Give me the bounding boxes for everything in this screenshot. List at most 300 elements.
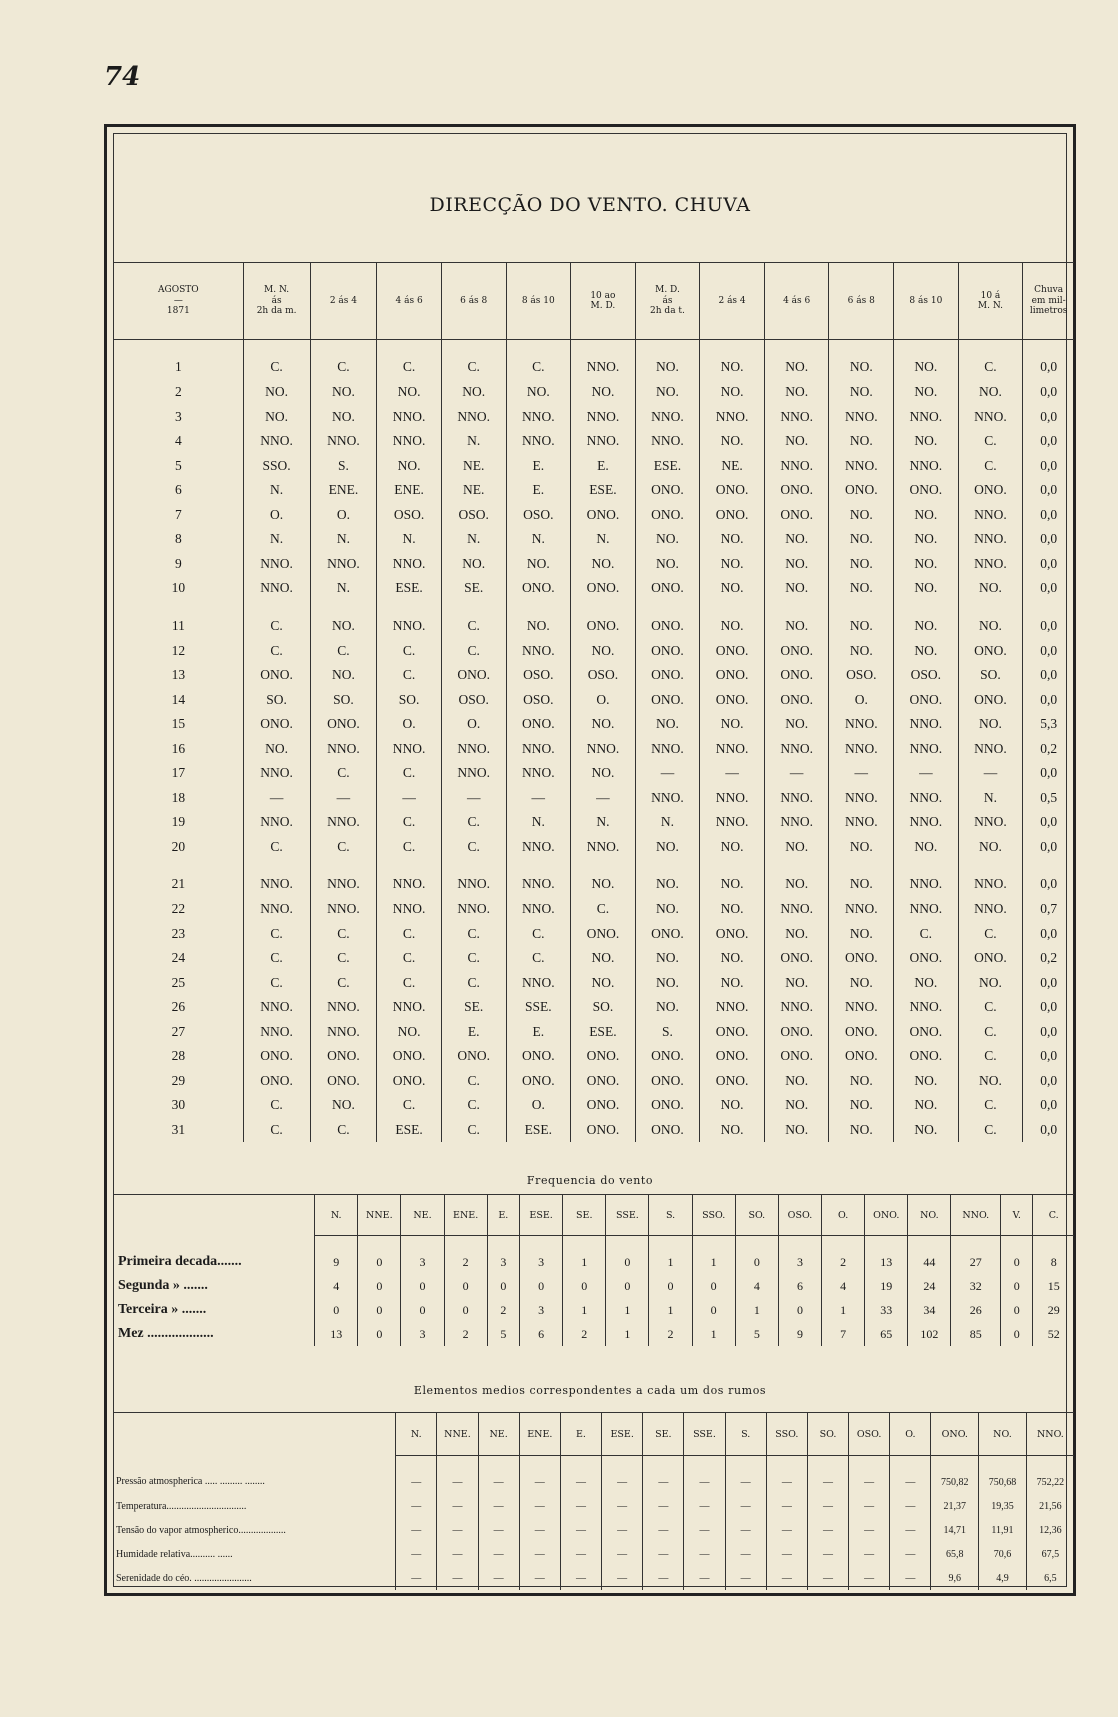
wind-cell: ONO. (829, 478, 894, 503)
wind-cell: NO. (894, 1069, 959, 1094)
wind-cell: ONO. (571, 922, 636, 947)
elements-cell: — (437, 1518, 478, 1542)
frequency-cell: 2 (487, 1298, 519, 1322)
table-row (114, 897, 1074, 922)
wind-cell: SO. (958, 663, 1023, 688)
frequency-cell: 0 (401, 1298, 444, 1322)
elements-cell: — (725, 1542, 766, 1566)
wind-cell: ONO. (764, 639, 829, 664)
wind-cell: NO. (635, 971, 700, 996)
wind-cell: NO. (310, 405, 377, 430)
wind-cell: NNO. (243, 552, 310, 577)
elements-column-header: NO. (979, 1413, 1027, 1456)
wind-cell: NNO. (894, 405, 959, 430)
frequency-cell: 13 (865, 1236, 908, 1275)
frequency-cell: 0 (1001, 1274, 1033, 1298)
rain-cell: 0,0 (1023, 835, 1074, 860)
rain-cell: 0,0 (1023, 1020, 1074, 1045)
frequency-cell: 0 (358, 1322, 401, 1346)
column-header (958, 263, 1023, 340)
frequency-cell: 102 (908, 1322, 951, 1346)
rain-cell: 0,0 (1023, 601, 1074, 639)
table-row (114, 810, 1074, 835)
day-cell: 28 (171, 1048, 186, 1064)
column-header (377, 263, 442, 340)
wind-cell: NO. (700, 601, 765, 639)
wind-cell: C. (243, 340, 310, 381)
elements-cell: 9,6 (931, 1566, 979, 1590)
wind-cell: NNO. (310, 995, 377, 1020)
elements-cell: — (849, 1542, 890, 1566)
wind-cell: ONO. (506, 712, 571, 737)
elements-cell: — (602, 1494, 643, 1518)
wind-cell: NNO. (764, 995, 829, 1020)
elements-cell: — (725, 1494, 766, 1518)
wind-cell: C. (894, 922, 959, 947)
wind-cell: NNO. (377, 405, 442, 430)
frequency-cell: 85 (951, 1322, 1001, 1346)
wind-cell: NO. (829, 527, 894, 552)
wind-cell: NNO. (894, 859, 959, 897)
rain-cell: 0,0 (1023, 859, 1074, 897)
wind-cell: OSO. (506, 503, 571, 528)
wind-cell: NNO. (243, 859, 310, 897)
wind-cell: N. (441, 429, 506, 454)
column-header-line: 10 á (980, 290, 1001, 301)
wind-cell: NNO. (635, 405, 700, 430)
wind-cell: NNO. (571, 405, 636, 430)
wind-cell: NNO. (506, 971, 571, 996)
column-header-line: 4 ás 6 (783, 295, 811, 306)
elements-column-header: NNO. (1026, 1413, 1074, 1456)
wind-cell: NO. (310, 1093, 377, 1118)
wind-cell: NNO. (700, 810, 765, 835)
day-cell: 25 (171, 974, 186, 990)
wind-cell: NO. (571, 639, 636, 664)
elements-cell: 4,9 (979, 1566, 1027, 1590)
wind-cell: ONO. (635, 1044, 700, 1069)
wind-cell: S. (635, 1020, 700, 1045)
elements-cell: — (725, 1566, 766, 1590)
elements-cell: — (849, 1518, 890, 1542)
wind-cell: NO. (700, 527, 765, 552)
wind-cell: ONO. (377, 1069, 442, 1094)
rain-cell: 0,0 (1023, 995, 1074, 1020)
wind-cell: NO. (829, 503, 894, 528)
frequency-cell: 3 (401, 1236, 444, 1275)
wind-cell: C. (441, 1069, 506, 1094)
elements-cell: — (437, 1494, 478, 1518)
wind-cell: C. (441, 639, 506, 664)
wind-cell: NNO. (377, 995, 442, 1020)
wind-cell: SE. (441, 995, 506, 1020)
wind-cell: ONO. (571, 576, 636, 601)
wind-cell: NO. (635, 946, 700, 971)
wind-cell: ONO. (894, 1044, 959, 1069)
wind-cell: ONO. (894, 946, 959, 971)
wind-cell: NO. (243, 405, 310, 430)
wind-cell: C. (441, 971, 506, 996)
wind-cell: O. (377, 712, 442, 737)
wind-cell: S. (310, 454, 377, 479)
wind-cell: C. (243, 946, 310, 971)
elements-cell: — (396, 1494, 437, 1518)
wind-cell: OSO. (829, 663, 894, 688)
column-header-line: 2h da m. (256, 306, 297, 317)
elements-cell: 65,8 (931, 1542, 979, 1566)
wind-cell: — (764, 761, 829, 786)
elements-cell: 70,6 (979, 1542, 1027, 1566)
wind-cell: C. (310, 922, 377, 947)
day-cell: 9 (174, 555, 182, 571)
wind-cell: NO. (764, 859, 829, 897)
wind-cell: NNO. (377, 737, 442, 762)
wind-cell: NO. (829, 922, 894, 947)
wind-cell: N. (635, 810, 700, 835)
rain-cell: 0,0 (1023, 922, 1074, 947)
wind-cell: NO. (764, 1069, 829, 1094)
wind-cell: NNO. (243, 761, 310, 786)
wind-cell: ONO. (635, 1093, 700, 1118)
wind-cell: ONO. (635, 1118, 700, 1143)
elements-cell: — (725, 1456, 766, 1495)
wind-cell: ONO. (764, 1020, 829, 1045)
wind-cell: NO. (894, 340, 959, 381)
wind-cell: NNO. (635, 429, 700, 454)
elements-cell: — (519, 1518, 560, 1542)
wind-cell: E. (571, 454, 636, 479)
wind-cell: NO. (700, 380, 765, 405)
wind-cell: C. (441, 835, 506, 860)
wind-cell: C. (377, 946, 442, 971)
elements-row-label: Temperatura................................ (116, 1500, 247, 1512)
wind-cell: NO. (635, 712, 700, 737)
wind-cell: N. (243, 527, 310, 552)
wind-cell: C. (243, 922, 310, 947)
day-cell: 11 (171, 617, 185, 633)
wind-cell: ONO. (958, 478, 1023, 503)
frequency-header-row (114, 1195, 1074, 1236)
column-header-line: AGOSTO (158, 285, 199, 296)
wind-cell: — (829, 761, 894, 786)
wind-cell: NO. (700, 897, 765, 922)
wind-cell: NNO. (700, 737, 765, 762)
wind-cell: NO. (894, 971, 959, 996)
frequency-cell: 24 (908, 1274, 951, 1298)
wind-cell: OSO. (441, 688, 506, 713)
elements-cell: — (766, 1494, 807, 1518)
frequency-column-header: E. (487, 1195, 519, 1236)
rain-cell: 0,0 (1023, 971, 1074, 996)
wind-cell: NO. (829, 1118, 894, 1143)
elements-cell: — (890, 1542, 931, 1566)
rain-cell: 0,0 (1023, 429, 1074, 454)
wind-cell: NO. (764, 527, 829, 552)
day-cell: 2 (174, 384, 182, 400)
wind-cell: ESE. (571, 1020, 636, 1045)
column-header-line: 6 ás 8 (847, 295, 875, 306)
wind-cell: NO. (894, 429, 959, 454)
wind-cell: ONO. (635, 503, 700, 528)
elements-cell: — (890, 1566, 931, 1590)
wind-cell: C. (377, 835, 442, 860)
elements-row (114, 1542, 1074, 1566)
table-row (114, 663, 1074, 688)
wind-cell: NNO. (377, 897, 442, 922)
wind-cell: ONO. (958, 688, 1023, 713)
wind-cell: NNO. (958, 405, 1023, 430)
wind-cell: NNO. (506, 859, 571, 897)
wind-cell: NNO. (377, 552, 442, 577)
elements-cell: 6,5 (1026, 1566, 1074, 1590)
column-header (635, 263, 700, 340)
wind-cell: N. (310, 576, 377, 601)
wind-cell: NO. (377, 454, 442, 479)
frequency-column-header: SSE. (606, 1195, 649, 1236)
wind-cell: NNO. (894, 810, 959, 835)
wind-cell: ONO. (635, 922, 700, 947)
wind-cell: NNO. (310, 1020, 377, 1045)
wind-cell: ONO. (635, 688, 700, 713)
wind-cell: O. (243, 503, 310, 528)
wind-cell: NNO. (894, 897, 959, 922)
frequency-row (114, 1274, 1074, 1298)
wind-cell: N. (571, 810, 636, 835)
wind-cell: NO. (377, 1020, 442, 1045)
wind-cell: C. (441, 922, 506, 947)
wind-cell: — (894, 761, 959, 786)
elements-column-header: SSE. (684, 1413, 725, 1456)
day-cell: 31 (171, 1121, 186, 1137)
frequency-row (114, 1236, 1074, 1275)
wind-cell: C. (310, 1118, 377, 1143)
elements-cell: — (478, 1542, 519, 1566)
frequency-column-header: NNO. (951, 1195, 1001, 1236)
frequency-cell: 3 (401, 1322, 444, 1346)
wind-cell: NNO. (894, 737, 959, 762)
wind-cell: NO. (700, 946, 765, 971)
frequency-column-header: ONO. (865, 1195, 908, 1236)
wind-cell: NO. (958, 601, 1023, 639)
wind-cell: NO. (700, 712, 765, 737)
table-row (114, 1118, 1074, 1143)
wind-cell: N. (377, 527, 442, 552)
elements-column-header: S. (725, 1413, 766, 1456)
elements-cell: 19,35 (979, 1494, 1027, 1518)
wind-cell: ONO. (243, 663, 310, 688)
wind-cell: NNO. (441, 737, 506, 762)
column-header-line: limetros (1029, 306, 1068, 317)
elements-cell: 11,91 (979, 1518, 1027, 1542)
wind-cell: ONO. (958, 946, 1023, 971)
frequency-cell: 44 (908, 1236, 951, 1275)
wind-cell: NO. (829, 971, 894, 996)
wind-cell: — (635, 761, 700, 786)
wind-cell: NO. (958, 380, 1023, 405)
wind-cell: NNO. (310, 897, 377, 922)
wind-cell: ONO. (700, 688, 765, 713)
wind-cell: NNO. (958, 552, 1023, 577)
frequency-cell: 27 (951, 1236, 1001, 1275)
column-header-line: M. N. (977, 301, 1003, 311)
column-header (506, 263, 571, 340)
wind-cell: C. (958, 1118, 1023, 1143)
day-cell: 14 (171, 691, 186, 707)
day-cell: 12 (171, 642, 186, 658)
wind-cell: ONO. (635, 1069, 700, 1094)
frequency-column-header: NO. (908, 1195, 951, 1236)
frequency-cell: 9 (315, 1236, 358, 1275)
frequency-cell: 0 (358, 1236, 401, 1275)
wind-cell: SO. (571, 995, 636, 1020)
elements-cell: — (643, 1456, 684, 1495)
wind-cell: ONO. (700, 1020, 765, 1045)
frequency-cell: 4 (822, 1274, 865, 1298)
wind-cell: NO. (243, 737, 310, 762)
wind-cell: NNO. (894, 712, 959, 737)
wind-cell: NNO. (506, 429, 571, 454)
wind-cell: NO. (958, 1069, 1023, 1094)
column-header (114, 263, 243, 340)
wind-cell: NO. (829, 1069, 894, 1094)
wind-cell: ONO. (377, 1044, 442, 1069)
frequency-column-header: O. (822, 1195, 865, 1236)
frequency-cell: 0 (487, 1274, 519, 1298)
wind-cell: NO. (635, 380, 700, 405)
wind-cell: NO. (635, 897, 700, 922)
elements-column-header: SSO. (766, 1413, 807, 1456)
frequency-cell: 15 (1033, 1274, 1074, 1298)
table-row (114, 639, 1074, 664)
wind-cell: NO. (894, 527, 959, 552)
frequency-cell: 0 (606, 1236, 649, 1275)
frequency-cell: 0 (315, 1298, 358, 1322)
wind-cell: NO. (571, 761, 636, 786)
wind-cell: NO. (571, 380, 636, 405)
wind-cell: ONO. (571, 1044, 636, 1069)
frequency-cell: 0 (649, 1274, 692, 1298)
day-cell: 26 (171, 999, 186, 1015)
wind-cell: NNO. (571, 340, 636, 381)
wind-cell: — (310, 786, 377, 811)
wind-cell: NNO. (243, 897, 310, 922)
rain-cell: 0,0 (1023, 761, 1074, 786)
page-title: DIRECÇÃO DO VENTO. CHUVA (429, 194, 751, 216)
wind-cell: NO. (243, 380, 310, 405)
column-header (764, 263, 829, 340)
elements-cell: — (519, 1542, 560, 1566)
frequency-cell: 4 (735, 1274, 778, 1298)
elements-cell: — (519, 1566, 560, 1590)
wind-cell: C. (958, 340, 1023, 381)
wind-cell: NNO. (635, 737, 700, 762)
elements-header-row (114, 1413, 1074, 1456)
wind-cell: ONO. (894, 1020, 959, 1045)
wind-cell: ONO. (571, 503, 636, 528)
frequency-cell: 26 (951, 1298, 1001, 1322)
wind-cell: NO. (635, 835, 700, 860)
table-row (114, 405, 1074, 430)
elements-cell: — (725, 1518, 766, 1542)
elements-cell: 14,71 (931, 1518, 979, 1542)
elements-cell: — (643, 1494, 684, 1518)
rain-cell: 0,0 (1023, 1044, 1074, 1069)
wind-cell: C. (958, 1093, 1023, 1118)
frequency-cell: 1 (563, 1298, 606, 1322)
elements-cell: — (560, 1566, 601, 1590)
frequency-cell: 2 (822, 1236, 865, 1275)
elements-cell: — (602, 1518, 643, 1542)
wind-cell: ONO. (310, 1069, 377, 1094)
wind-cell: ONO. (958, 639, 1023, 664)
elements-cell: — (560, 1456, 601, 1495)
frequency-column-header (114, 1195, 315, 1236)
elements-cell: — (849, 1566, 890, 1590)
wind-cell: ONO. (441, 1044, 506, 1069)
wind-cell: ONO. (700, 663, 765, 688)
wind-cell: NO. (506, 601, 571, 639)
wind-cell: NO. (700, 429, 765, 454)
frequency-cell: 0 (692, 1274, 735, 1298)
wind-cell: — (571, 786, 636, 811)
wind-cell: C. (310, 946, 377, 971)
wind-cell: NO. (829, 340, 894, 381)
elements-cell: — (560, 1518, 601, 1542)
day-cell: 17 (171, 765, 186, 781)
wind-cell: SO. (310, 688, 377, 713)
day-cell: 29 (171, 1072, 186, 1088)
column-header-line: Chuva (1034, 285, 1064, 296)
wind-direction-table (114, 262, 1074, 1142)
wind-cell: NNO. (764, 897, 829, 922)
frequency-cell: 0 (1001, 1322, 1033, 1346)
table-row (114, 1020, 1074, 1045)
table-row (114, 859, 1074, 897)
wind-cell: — (700, 761, 765, 786)
wind-cell: C. (377, 761, 442, 786)
rain-cell: 0,0 (1023, 810, 1074, 835)
wind-cell: ESE. (377, 1118, 442, 1143)
wind-cell: C. (506, 922, 571, 947)
wind-cell: N. (571, 527, 636, 552)
frequency-cell: 13 (315, 1322, 358, 1346)
column-header (243, 263, 310, 340)
wind-cell: NO. (571, 712, 636, 737)
wind-cell: ONO. (571, 1069, 636, 1094)
wind-cell: C. (377, 1093, 442, 1118)
wind-cell: ONO. (243, 1069, 310, 1094)
wind-cell: ONO. (829, 1020, 894, 1045)
wind-cell: N. (506, 527, 571, 552)
table-row (114, 1044, 1074, 1069)
wind-cell: NO. (635, 340, 700, 381)
wind-cell: NO. (894, 576, 959, 601)
table-row (114, 737, 1074, 762)
frequency-cell: 4 (315, 1274, 358, 1298)
wind-cell: C. (243, 971, 310, 996)
column-header-line: ás (662, 295, 673, 306)
frequency-caption: Frequencia do vento (526, 1174, 654, 1187)
day-cell: 5 (174, 457, 182, 473)
wind-cell: NNO. (243, 995, 310, 1020)
wind-cell: NO. (958, 712, 1023, 737)
wind-cell: ONO. (700, 503, 765, 528)
wind-cell: NO. (571, 859, 636, 897)
wind-cell: C. (571, 897, 636, 922)
frequency-cell: 5 (487, 1322, 519, 1346)
wind-cell: NNO. (506, 761, 571, 786)
column-header-line: 4 ás 6 (395, 295, 423, 306)
